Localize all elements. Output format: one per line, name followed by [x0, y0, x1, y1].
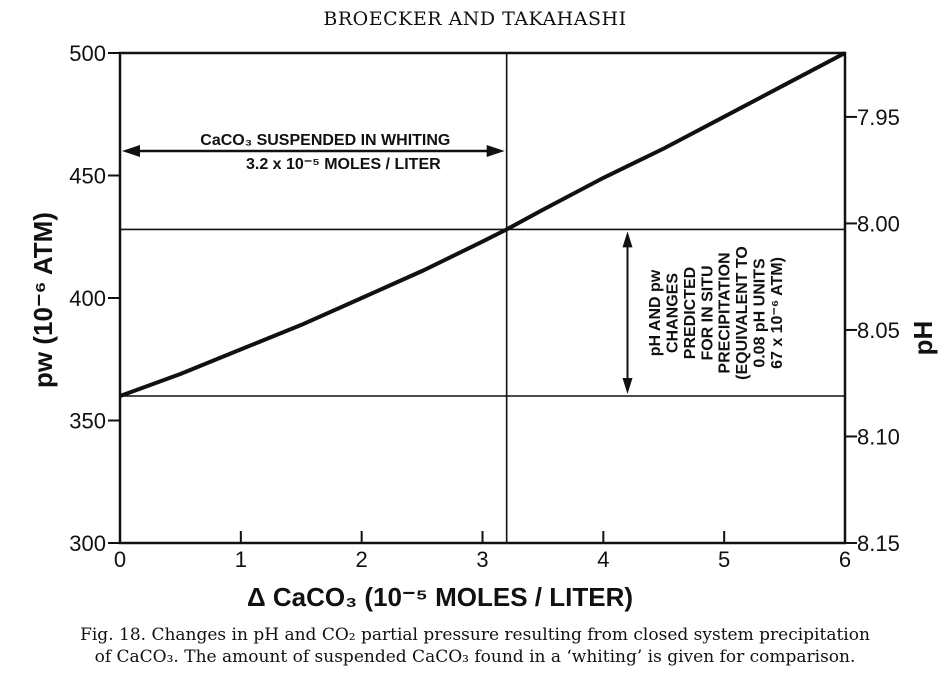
- figure-caption: [10, 624, 940, 668]
- changes-label-line: pH AND pw: [647, 269, 665, 357]
- y-right-tick-label: 8.15: [857, 531, 900, 556]
- changes-label-line: 67 x 10⁻⁶ ATM): [768, 257, 786, 369]
- y-right-tick-label: 8.00: [857, 211, 900, 237]
- y-right-tick-label: 7.95: [857, 104, 900, 130]
- whiting-arrowhead-right: [487, 145, 505, 157]
- caption-line-1: Fig. 18. Changes in pH and CO₂ partial pressure resulting from closed system precipitation: [80, 625, 870, 645]
- x-axis-title: Δ CaCO₃ (10⁻⁵ MOLES / LITER): [246, 582, 634, 612]
- changes-label-line: CHANGES: [664, 272, 682, 354]
- running-header: BROECKER AND TAKAHASHI: [323, 8, 627, 30]
- whiting-label-line-1: CaCO₃ SUSPENDED IN WHITING: [200, 132, 451, 149]
- y-left-tick-label: 500: [69, 41, 106, 66]
- x-tick-label: 1: [234, 547, 247, 572]
- x-tick-label: 4: [597, 547, 610, 572]
- x-tick-label: 6: [838, 547, 852, 572]
- y-left-tick-label: 300: [69, 531, 106, 556]
- whiting-arrowhead-left: [122, 145, 140, 157]
- changes-label-line: FOR IN SITU: [699, 265, 717, 361]
- changes-label-line: (EQUIVALENT TO: [734, 246, 752, 380]
- x-tick-label: 2: [355, 547, 368, 572]
- y-left-tick-label: 350: [69, 408, 106, 434]
- changes-label-line: PREDICTED: [681, 266, 699, 360]
- changes-label-line: 0.08 pH UNITS: [751, 258, 769, 368]
- y-left-tick-label: 450: [69, 163, 106, 189]
- whiting-label-line-2: 3.2 x 10⁻⁵ MOLES / LITER: [245, 156, 441, 173]
- x-tick-label: 5: [718, 547, 731, 572]
- y-axis-left-title: pw (10⁻⁶ ATM): [28, 212, 58, 388]
- y-right-tick-label: 8.10: [857, 424, 900, 450]
- changes-arrowhead-down: [623, 378, 633, 394]
- changes-arrowhead-up: [623, 231, 633, 247]
- y-right-tick-label: 8.05: [857, 317, 900, 343]
- x-tick-label: 0: [113, 547, 127, 572]
- y-axis-right-title: pH: [908, 320, 938, 356]
- changes-label-line: PRECIPITATION: [716, 252, 734, 374]
- caption-line-2: of CaCO₃. The amount of suspended CaCO₃ found in a ‘whiting’ is given for comparison.: [94, 647, 856, 667]
- annotations: [122, 132, 786, 394]
- x-tick-label: 3: [476, 547, 489, 572]
- changes-label: [647, 246, 786, 380]
- y-left-tick-label: 400: [69, 286, 106, 311]
